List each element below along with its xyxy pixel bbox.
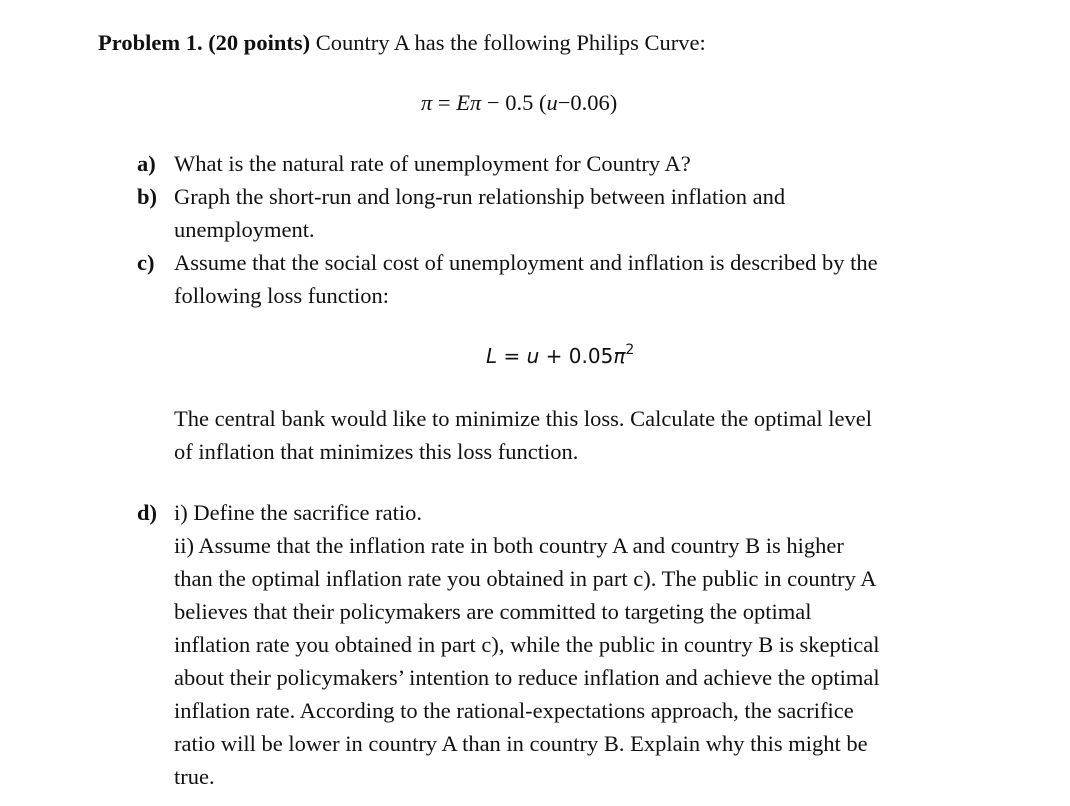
- problem-heading: [98, 27, 706, 60]
- part-a-label: a): [137, 151, 156, 176]
- loss-function-equation: [486, 340, 634, 373]
- part-d-line-1: i) Define the sacrifice ratio.: [174, 500, 422, 525]
- part-d-line-9: true.: [174, 764, 215, 789]
- part-c-line-4: of inflation that minimizes this loss function.: [174, 439, 579, 464]
- eq1-u: u: [546, 90, 558, 115]
- part-b-line-2: unemployment.: [174, 217, 315, 242]
- eq2-exponent: 2: [625, 342, 635, 358]
- part-d-line-6: about their policymakers’ intention to reduce inflation and achieve the optimal: [174, 665, 880, 690]
- part-b-line-1: Graph the short-run and long-run relationship between inflation and: [174, 184, 786, 209]
- eq1-pi: π: [421, 90, 433, 115]
- part-d-line-8: ratio will be lower in country A than in country B. Explain why this might be: [174, 731, 868, 756]
- part-c-line-3: The central bank would like to minimize this loss. Calculate the optimal level: [174, 406, 872, 431]
- problem-heading-text: Country A has the following Philips Curve:: [310, 30, 706, 55]
- part-d-line-5: inflation rate you obtained in part c), while the public in country B is skeptical: [174, 632, 880, 657]
- part-d-label: d): [137, 500, 158, 525]
- eq2-pi: π: [613, 344, 626, 368]
- eq2-coefficient: + 0.05: [539, 344, 614, 368]
- eq2-equals: =: [497, 344, 527, 368]
- part-c-line-2: following loss function:: [174, 283, 389, 308]
- phillips-curve-equation: [421, 87, 617, 120]
- eq2-u: u: [526, 344, 540, 368]
- part-d-line-3: than the optimal inflation rate you obtained in part c). The public in country A: [174, 566, 877, 591]
- eq1-coefficient: − 0.5 (: [481, 90, 547, 115]
- part-b-label: b): [137, 184, 158, 209]
- eq2-L: L: [486, 344, 498, 368]
- eq1-tail: −0.06): [557, 90, 618, 115]
- part-c-label: c): [137, 250, 155, 275]
- part-c-line-1: Assume that the social cost of unemployment and inflation is described by the: [174, 250, 878, 275]
- problem-heading-bold: Problem 1. (20 points): [98, 30, 311, 55]
- part-d-line-4: believes that their policymakers are committed to targeting the optimal: [174, 599, 812, 624]
- eq1-equals: =: [432, 90, 457, 115]
- part-d-line-7: inflation rate. According to the rational-expectations approach, the sacrifice: [174, 698, 854, 723]
- part-a-line-1: What is the natural rate of unemployment for Country A?: [174, 151, 691, 176]
- part-d-line-2: ii) Assume that the inflation rate in both country A and country B is higher: [174, 533, 844, 558]
- eq1-expected-pi: Eπ: [456, 90, 482, 115]
